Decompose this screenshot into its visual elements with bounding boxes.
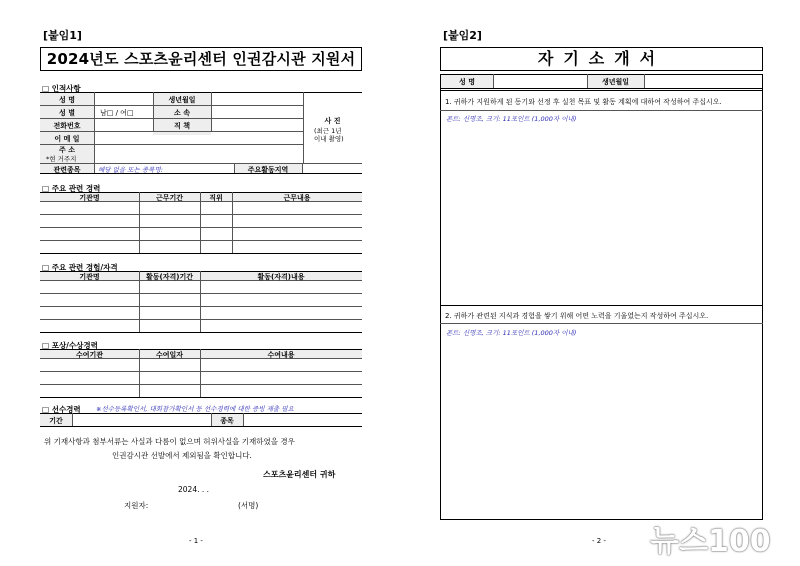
experience-header-org: 기관명 (79, 273, 100, 281)
question-2: 2. 귀하가 관련된 지식과 경험을 쌓기 위해 어떤 노력을 기울였는지 작성하여 주십시오. (445, 312, 709, 320)
declaration-line-2: 인권감시관 선발에서 제외됨을 확인합니다. (112, 451, 252, 460)
gender-label: 성 별 (59, 109, 75, 117)
cover-letter-title-box (440, 47, 763, 71)
form-title: 2024년도 스포츠윤리센터 인권감시관 지원서 (46, 50, 356, 68)
attachment-tag-1: [붙임1] (43, 29, 82, 42)
athlete-period-label: 기간 (49, 417, 63, 425)
photo-note-2: 이내 촬영) (314, 135, 344, 143)
photo-note-1: (최근 1년 (314, 127, 342, 135)
news100-logo: 뉴스100 (650, 524, 771, 559)
experience-header-content: 활동(자격)내용 (257, 273, 305, 281)
cover-letter-title: 자기소개서 (537, 49, 666, 68)
affiliation-label: 소 속 (174, 109, 190, 117)
awards-header-content: 수여내용 (267, 351, 295, 359)
applicant-label: 지원자: (124, 501, 149, 510)
answer-1-area[interactable] (441, 124, 762, 304)
career-header-position: 직위 (209, 194, 223, 202)
form-title-box (40, 47, 362, 71)
career-header-org: 기관명 (79, 194, 100, 202)
personal-section-heading: □ 인적사항 (42, 84, 81, 93)
career-section-heading: □ 주요 관련 경력 (42, 184, 101, 193)
career-header-period: 근무기간 (155, 194, 184, 202)
question-1-hint: 폰트: 신명조, 크기: 11포인트 (1,000자 이내) (446, 115, 577, 123)
photo-label: 사 진 (324, 117, 341, 125)
phone-label: 전화번호 (53, 122, 81, 130)
sport-hint: 해당 없을 또는 종목명: (98, 166, 163, 174)
email-label: 이 메 일 (54, 135, 80, 143)
cl-birth-label: 생년월일 (601, 78, 630, 86)
experience-section-heading: □ 주요 관련 경험/자격 (42, 263, 118, 272)
awards-header-date: 수여일자 (155, 351, 184, 359)
recipient: 스포츠윤리센터 귀하 (263, 470, 336, 479)
gender-checkbox[interactable]: 남□ / 여□ (100, 109, 134, 117)
application-date[interactable]: 2024. . . (178, 485, 210, 494)
athlete-sport-label: 종목 (220, 417, 234, 425)
page-number-2: - 2 - (592, 537, 606, 545)
awards-section-heading: □ 포상/수상경력 (42, 341, 98, 350)
address-label: 주 소 (59, 146, 75, 154)
question-1: 1. 귀하가 지원하게 된 동기와 선정 후 실천 목표 및 활동 계획에 대하여 작성하여 주십시오. (445, 98, 722, 106)
declaration-line-1: 위 기재사항과 첨부서류는 사실과 다름이 없으며 허위사실을 기재하였을 경우 (44, 437, 295, 446)
experience-header-period: 활동(자격)기간 (146, 273, 193, 281)
region-label: 주요활동지역 (247, 166, 289, 174)
question-2-hint: 폰트: 신명조, 크기: 11포인트 (1,000자 이내) (446, 329, 577, 337)
page-number-1: - 1 - (189, 537, 203, 545)
answer-2-area[interactable] (441, 338, 762, 518)
cl-name-label: 성 명 (459, 78, 475, 86)
birth-label: 생년월일 (168, 96, 196, 104)
athlete-hint: ※선수등록확인서, 대회참가확인서 등 선수경력에 대한 증빙 제출 필요 (96, 405, 294, 413)
position-label: 직 책 (174, 122, 190, 130)
awards-header-org: 수여기관 (75, 351, 104, 359)
signature-label[interactable]: (서명) (238, 501, 259, 510)
address-note: *현 거주지 (46, 155, 77, 163)
attachment-tag-2: [붙임2] (443, 29, 482, 42)
name-label: 성 명 (59, 96, 75, 104)
career-header-duties: 근무내용 (283, 194, 311, 202)
sport-label: 관련종목 (53, 166, 81, 174)
athlete-section-heading: □ 선수경력 (42, 405, 81, 414)
